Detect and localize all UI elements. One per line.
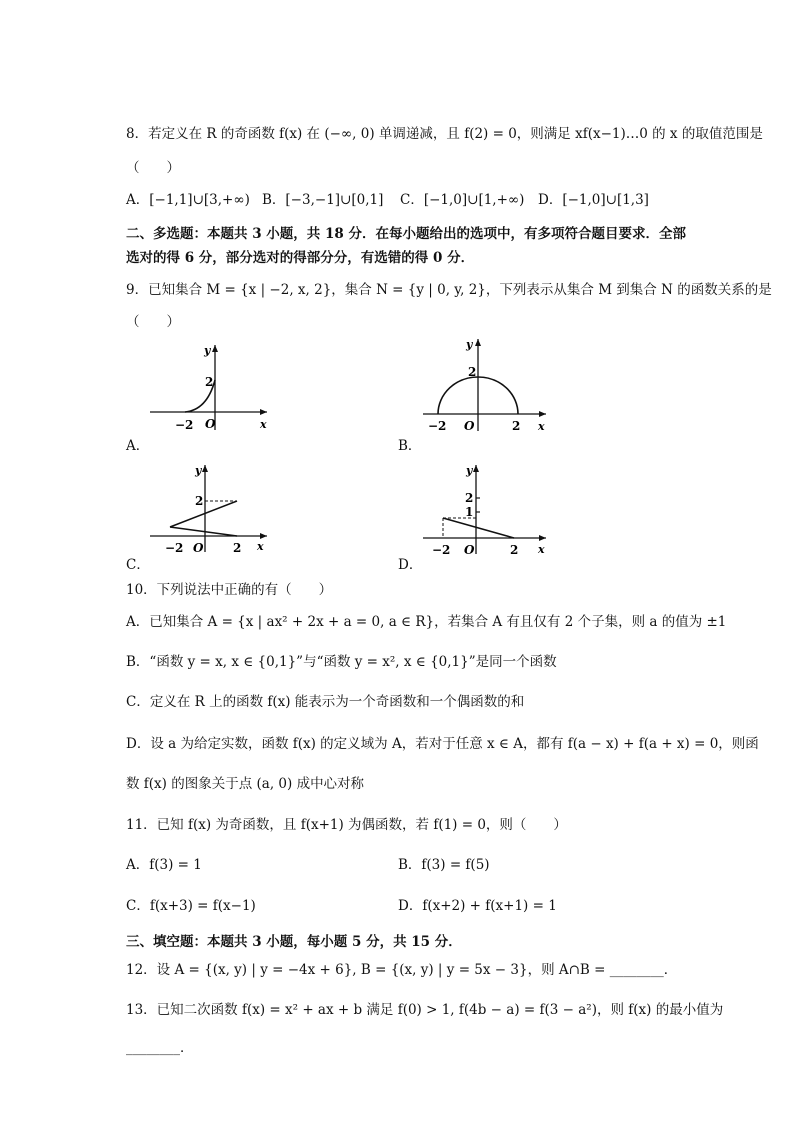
section3-heading: 三、填空题：本题共 3 小题，每小题 5 分，共 15 分． [126, 934, 462, 950]
q9-label-b: B． [398, 438, 422, 454]
y-label: y [204, 344, 211, 357]
segment [443, 518, 514, 538]
q10-stem: 10．下列说法中正确的有（ ） [126, 582, 333, 598]
q11-stem: 11．已知 f(x) 为奇函数，且 f(x+1) 为偶函数，若 f(1) = 0，则（ ） [126, 817, 567, 833]
y-label: y [195, 464, 202, 477]
tick-2-y: 2 [195, 494, 204, 508]
section2-heading-line2: 选对的得 6 分，部分选对的得部分分，有选错的得 0 分． [126, 250, 475, 266]
q8-option-a: A．[−1,1]∪[3,+∞) [126, 192, 250, 208]
origin-label: O [464, 543, 475, 555]
y-label: y [466, 338, 473, 351]
y-axis-arrow [475, 339, 481, 346]
q9-graph-a [145, 340, 275, 439]
q9-graph-b [418, 334, 553, 438]
y-axis-arrow [473, 465, 479, 472]
x-label: x [538, 420, 545, 433]
tick-1-y: 1 [465, 505, 474, 519]
origin-label: O [464, 419, 475, 433]
q10-option-b: B．“函数 y = x, x ∈ {0,1}”与“函数 y = x², x ∈ {0,1}”是同一个函数 [126, 654, 557, 670]
q11-option-d: D．f(x+2) + f(x+1) = 1 [398, 898, 557, 914]
tick-neg2: −2 [175, 418, 194, 432]
tick-2-y: 2 [465, 491, 474, 505]
q11-option-c: C．f(x+3) = f(x−1) [126, 898, 256, 914]
q11-option-a: A．f(3) = 1 [126, 857, 202, 873]
q9-stem: 9．已知集合 M = {x | −2, x, 2}，集合 N = {y | 0, y, 2}，下列表示从集合 M 到集合 N 的函数关系的是 [126, 282, 772, 298]
q10-option-d-line1: D．设 a 为给定实数，函数 f(x) 的定义域为 A，若对于任意 x ∈ A，都有 f(a − x) + f(a + x) = 0，则函 [126, 736, 759, 752]
x-label: x [538, 543, 545, 555]
segment-lower [170, 527, 237, 536]
x-label: x [257, 540, 264, 553]
y-axis-arrow [202, 465, 208, 472]
q10-option-d-line2: 数 f(x) 的图象关于点 (a, 0) 成中心对称 [126, 776, 365, 792]
q10-option-c: C．定义在 R 上的函数 f(x) 能表示为一个奇函数和一个偶函数的和 [126, 694, 525, 710]
q11-option-b: B．f(3) = f(5) [398, 857, 490, 873]
tick-neg2: −2 [428, 419, 447, 433]
x-axis-arrow [539, 535, 546, 541]
x-axis-arrow [539, 411, 546, 417]
q9-label-a: A． [126, 438, 150, 454]
q10-option-a: A．已知集合 A = {x | ax² + 2x + a = 0, a ∈ R}，若集合 A 有且仅有 2 个子集，则 a 的值为 ±1 [126, 614, 727, 630]
segment-upper [170, 501, 237, 527]
origin-label: O [205, 417, 216, 431]
origin-label: O [193, 541, 204, 555]
section2-heading-line1: 二、多选题：本题共 3 小题，共 18 分．在每小题给出的选项中，有多项符合题目要求．全部 [126, 226, 686, 242]
tick-2: 2 [233, 541, 242, 555]
tick-2: 2 [512, 419, 521, 433]
tick-neg2: −2 [432, 543, 451, 555]
q8-stem: 8．若定义在 R 的奇函数 f(x) 在 (−∞, 0) 单调递减，且 f(2) = 0，则满足 xf(x−1)…0 的 x 的取值范围是 [126, 126, 763, 142]
q8-option-b: B．[−3,−1]∪[0,1] [262, 192, 384, 208]
tick-2: 2 [510, 543, 519, 555]
q9-label-c: C． [126, 557, 150, 573]
x-axis-arrow [260, 533, 267, 539]
q9-blank: （ ） [126, 314, 180, 330]
tick-2-y: 2 [468, 365, 477, 379]
y-axis-arrow [212, 345, 218, 352]
q9-graph-d [418, 460, 553, 559]
q12-stem: 12．设 A = {(x, y) | y = −4x + 6}, B = {(x, y) | y = 5x − 3}，则 A∩B = ________． [126, 962, 678, 978]
q8-option-d: D．[−1,0]∪[1,3] [538, 192, 649, 208]
q8-blank: （ ） [126, 160, 180, 176]
x-axis-arrow [260, 409, 267, 415]
q9-graph-c [145, 460, 275, 559]
q13-line1: 13．已知二次函数 f(x) = x² + ax + b 满足 f(0) > 1, f(4b − a) = f(3 − a²)，则 f(x) 的最小值为 [126, 1002, 724, 1018]
tick-2: 2 [205, 375, 214, 389]
tick-neg2: −2 [165, 541, 184, 555]
q9-label-d: D． [398, 557, 423, 573]
x-label: x [260, 418, 267, 431]
y-label: y [466, 464, 473, 477]
q13-line2: ________． [126, 1040, 194, 1056]
q8-option-c: C．[−1,0]∪[1,+∞) [400, 192, 525, 208]
